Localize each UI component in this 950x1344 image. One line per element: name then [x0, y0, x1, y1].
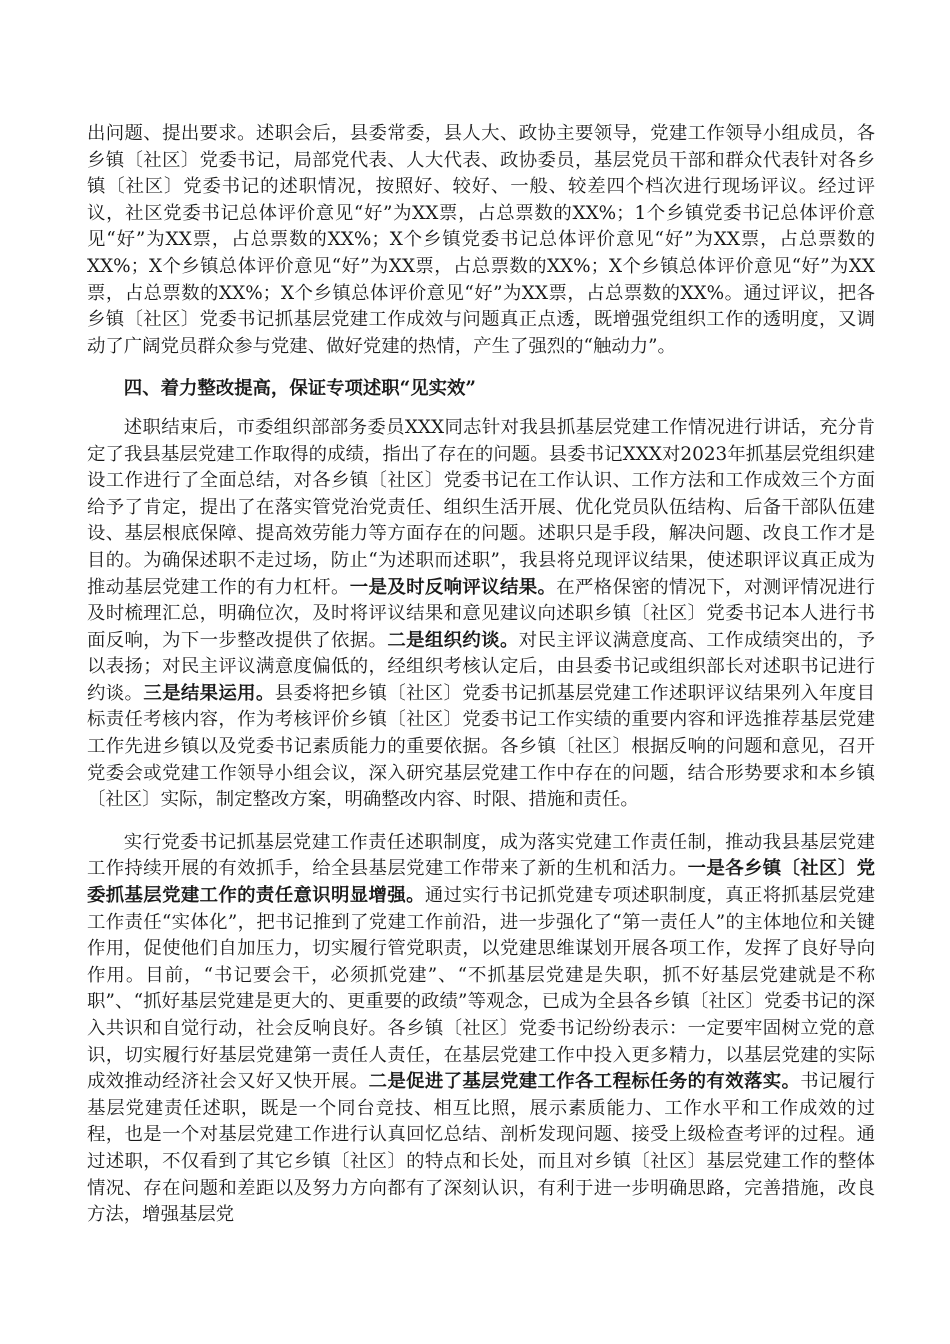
- paragraph-text: 对民主评议满意度高、工作成绩突出的，予以表扬；对民主评议满意度偏低的，经组织考核认定后，由县委书记或组织部长对述职书记进行约谈。: [87, 629, 875, 704]
- document-page: [87, 121, 875, 1229]
- section-heading: 四、着力整改提高，保证专项述职“见实效”: [123, 378, 476, 400]
- bold-point-3: 三是结果运用。: [143, 682, 275, 704]
- paragraph-text: 书记履行基层党建责任述职，既是一个同台竞技、相互比照，展示素质能力、工作水平和工作成效的过程，也是一个对基层党建工作进行认真回忆总结、剖析发现问题、接受上级检查考评的过程。通过述职，不仅看到了其它乡镇〔社区〕的特点和长处，而且对乡镇〔社区〕基层党建工作的整体情况、存在问题和差距以及努力方向都有了深刻认识，有利于进一步明确思路，完善措施，改良方法，增强基层党: [87, 1071, 875, 1226]
- bold-point-2: 二是组织约谈。: [387, 629, 519, 651]
- paragraph-results: [87, 830, 875, 1229]
- paragraph-text: 县委将把乡镇〔社区〕党委书记抓基层党建工作述职评议结果列入年度目标责任考核内容，作为考核评价乡镇〔社区〕党委书记工作实绩的重要内容和评选推荐基层党建工作先进乡镇以及党委书记素质能力的重要依据。各乡镇〔社区〕根据反响的问题和意见，召开党委会或党建工作领导小组会议，深入研究基层党建工作中存在的问题，结合形势要求和本乡镇〔社区〕实际，制定整改方案，明确整改内容、时限、措施和责任。: [87, 682, 875, 811]
- paragraph-text: 述职结束后，市委组织部部务委员XXX同志针对我县抓基层党建工作情况进行讲话，充分肯定了我县基层党建工作取得的成绩，指出了存在的问题。县委书记XXX对2023年抓基层党组织建设工作进行了全面总结，对各乡镇〔社区〕党委书记在工作认识、工作方法和工作成效三个方面给予了肯定，提出了在落实管党治党责任、组织生活开展、优化党员队伍结构、后备干部队伍建设、基层根底保障、提高效劳能力等方面存在的问题。述职只是手段，解决问题、改良工作才是目的。为确保述职不走过场，防止“为述职而述职”，我县将兑现评议结果，使述职评议真正成为推动基层党建工作的有力杠杆。: [87, 416, 875, 598]
- bold-result-2: 二是促进了基层党建工作各工程标任务的有效落实。: [368, 1071, 801, 1093]
- paragraph-evaluation: [87, 121, 875, 360]
- paragraph-text: 实行党委书记抓基层党建工作责任述职制度，成为落实党建工作责任制，推动我县基层党建工作持续开展的有效抓手，给全县基层党建工作带来了新的生机和活力。: [87, 831, 875, 880]
- bold-point-1: 一是及时反响评议结果。: [349, 576, 557, 598]
- paragraph-text: 出问题、提出要求。述职会后，县委常委，县人大、政协主要领导，党建工作领导小组成员，各乡镇〔社区〕党委书记，局部党代表、人大代表、政协委员，基层党员干部和群众代表针对各乡镇〔社区〕党委书记的述职情况，按照好、较好、一般、较差四个档次进行现场评议。经过评议，社区党委书记总体评价意见“好”为XX票，占总票数的XX%；1个乡镇党委书记总体评价意见“好”为XX票，占总票数的XX%；X个乡镇党委书记总体评价意见“好”为XX票，占总票数的XX%；X个乡镇总体评价意见“好”为XX票，占总票数的XX%；X个乡镇总体评价意见“好”为XX票，占总票数的XX%；X个乡镇总体评价意见“好”为XX票，占总票数的XX%。通过评议，把各乡镇〔社区〕党委书记抓基层党建工作成效与问题真正点透，既增强党组织工作的透明度，又调动了广阔党员群众参与党建、做好党建的热情，产生了强烈的“触动力”。: [87, 123, 875, 357]
- paragraph-text: 在严格保密的情况下，对测评情况进行及时梳理汇总，明确位次，及时将评议结果和意见建议向述职乡镇〔社区〕党委书记本人进行书面反响，为下一步整改提供了依据。: [87, 576, 875, 651]
- paragraph-rectification: [87, 415, 875, 814]
- bold-result-1: 一是各乡镇〔社区〕党委抓基层党建工作的责任意识明显增强。: [87, 858, 875, 907]
- paragraph-text: 通过实行书记抓党建专项述职制度，真正将抓基层党建工作责任“实体化”，把书记推到了党建工作前沿，进一步强化了“第一责任人”的主体地位和关键作用，促使他们自加压力，切实履行管党职责，以党建思维谋划开展各项工作，发挥了良好导向作用。目前，“书记要会干，必须抓党建”、“不抓基层党建是失职，抓不好基层党建就是不称职”、“抓好基层党建是更大的、更重要的政绩”等观念，已成为全县各乡镇〔社区〕党委书记的深入共识和自觉行动，社会反响良好。各乡镇〔社区〕党委书记纷纷表示：一定要牢固树立党的意识，切实履行好基层党建第一责任人责任，在基层党建工作中投入更多精力，以基层党建的实际成效推动经济社会又好又快开展。: [87, 885, 875, 1093]
